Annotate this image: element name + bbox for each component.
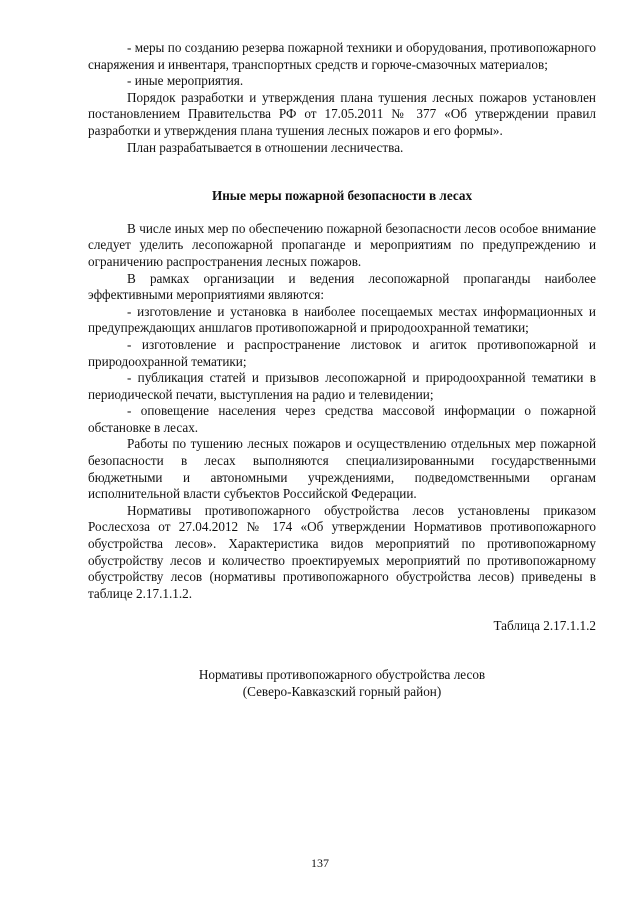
paragraph-firefighting-works: Работы по тушению лесных пожаров и осуществлению отдельных мер пожарной безопасности в лесах выполняются специализированными государственными бюджетными и автономными учреждениями, подведомственными органам исполнительной власти субъектов Российской Федерации. — [88, 436, 596, 502]
page-number: 137 — [311, 856, 329, 870]
list-item-notification: - оповещение населения через средства массовой информации о пожарной обстановке в лесах. — [88, 403, 596, 435]
list-item-leaflets: - изготовление и распространение листовок и агиток противопожарной и природоохранной тематики; — [88, 336, 596, 369]
paragraph-fire-equipment-reserve: - меры по созданию резерва пожарной техники и оборудования, противопожарного снаряжения и инвентаря, транспортных средств и горюче-смазочных материалов; — [88, 40, 596, 72]
list-item-publications: - публикация статей и призывов лесопожарной и природоохранной тематики в периодической печати, выступления на радио и телевидении; — [88, 370, 596, 402]
spacer — [88, 635, 596, 651]
document-page — [88, 40, 596, 700]
table-caption-region: (Северо-Кавказский горный район) — [242, 683, 442, 699]
section-heading: Иные меры пожарной безопасности в лесах — [211, 188, 473, 204]
table-caption-title: Нормативы противопожарного обустройства лесов — [198, 667, 486, 682]
paragraph-norms: Нормативы противопожарного обустройства лесов установлены приказом Рослесхоза от 27.04.2012 № 174 «Об утверждении Нормативов противопожарного обустройства лесов». Характеристика видов мероприятий по противопожарному обустройству лесов и количество проектируемых мероприятий по противопожарному обустройству лесов (нормативы противопожарного обустройства лесов) приведены в таблице 2.17.1.1.2. — [88, 502, 596, 601]
paragraph-other-measures: - иные мероприятия. — [127, 73, 244, 89]
paragraph-propaganda-measures: В рамках организации и ведения лесопожарной пропаганды наиболее эффективными мероприятиями являются: — [88, 270, 596, 303]
paragraph-plan-scope: План разрабатывается в отношении лесничества. — [127, 139, 404, 155]
spacer — [88, 156, 596, 172]
spacer — [88, 205, 596, 221]
paragraph-plan-procedure: Порядок разработки и утверждения плана тушения лесных пожаров установлен постановлением Правительства РФ от 17.05.2011 № 377 «Об утверждении правил разработки и утверждения плана тушения лесных пожаров и его формы». — [88, 89, 596, 138]
spacer — [88, 602, 596, 618]
paragraph-propaganda-intro: В числе иных мер по обеспечению пожарной безопасности лесов особое внимание следует уделить лесопожарной пропаганде и мероприятиям по предупреждению и ограничению распространения лесных пожаров. — [88, 220, 596, 269]
list-item-signs: - изготовление и установка в наиболее посещаемых местах информационных и предупреждающих аншлагов противопожарной и природоохранной тематики; — [88, 303, 596, 336]
spacer — [88, 651, 596, 667]
table-label: Таблица 2.17.1.1.2 — [493, 618, 596, 634]
spacer — [88, 172, 596, 188]
